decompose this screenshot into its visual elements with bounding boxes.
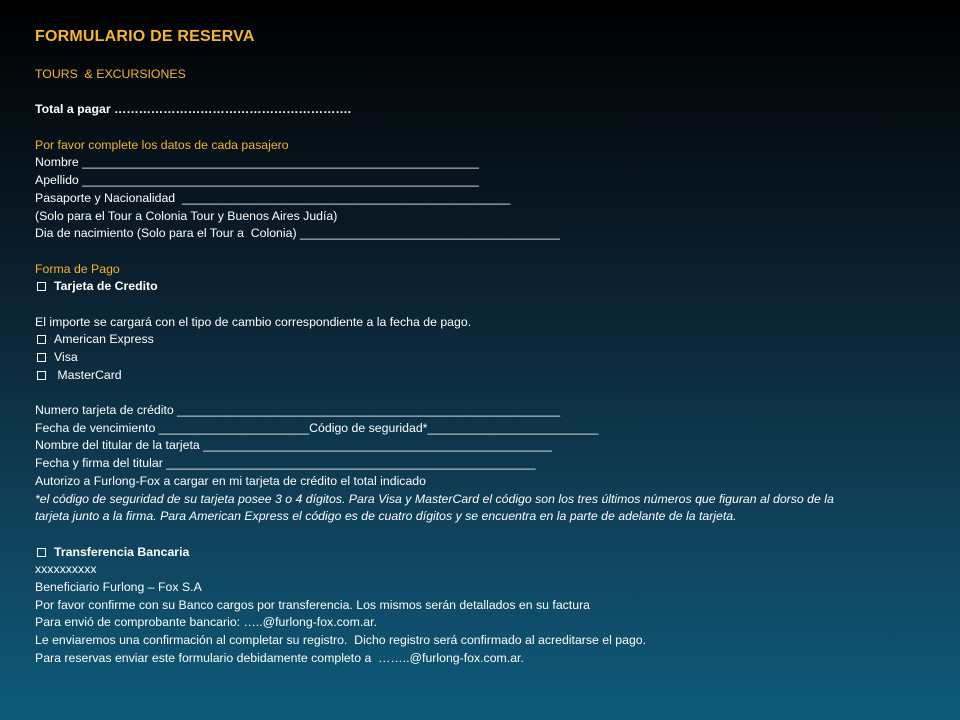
passport-field[interactable]: Pasaporte y Nacionalidad ________________________________________________ [35,190,511,205]
credit-card-label: Tarjeta de Credito [54,279,158,294]
name-field[interactable]: Nombre __________________________________________________________ [35,155,479,170]
spacer [35,384,935,402]
spacer [35,243,935,261]
mastercard-label: MasterCard [54,367,122,382]
surname-field[interactable]: Apellido __________________________________________________________ [35,173,479,188]
total-field[interactable]: Total a pagar …………………………………………………. [35,102,352,117]
authorization-text: Autorizo a Furlong-Fox a cargar en mi tarjeta de crédito el total indicado [35,473,426,488]
spacer [35,119,935,137]
cardholder-name-field[interactable]: Nombre del titular de la tarjeta ___________________________________________________ [35,438,552,453]
mastercard-option[interactable] [35,367,935,385]
amex-option[interactable] [35,331,935,349]
security-code-note: *el código de seguridad de su tarjeta posee 3 o 4 dígitos. Para Visa y MasterCard el código son los tres últimos números que figuran al dorso de la tarjeta junto a la firma. Para American Express el código es de cuatro dígitos y se encuentra en la parte de adelante de la tarjeta. [35,491,834,524]
passport-note: (Solo para el Tour a Colonia Tour y Buenos Aires Judía) [35,208,338,223]
form-title: FORMULARIO DE RESERVA [35,28,255,45]
bank-transfer-option[interactable] [35,544,935,562]
birthdate-field[interactable]: Dia de nacimiento (Solo para el Tour a Colonia) ______________________________________ [35,226,560,241]
checkbox-icon[interactable] [37,282,46,291]
visa-label: Visa [54,350,78,364]
exchange-note: El importe se cargará con el tipo de cambio correspondiente a la fecha de pago. [35,314,472,329]
amex-label: American Express [54,332,154,347]
checkbox-icon[interactable] [37,353,46,362]
signature-field[interactable]: Fecha y firma del titular ______________________________________________________ [35,456,536,471]
account-number: xxxxxxxxxx [35,562,97,577]
visa-option[interactable] [35,349,935,367]
reservation-email-note: Para reservas enviar este formulario debidamente completo a ……..@furlong-fox.com.ar. [35,650,524,665]
confirmation-note: Le enviaremos una confirmación al completar su registro. Dicho registro será confirmado al acreditarse el pago. [35,633,647,648]
receipt-email-note: Para envió de comprobante bancario: …..@furlong-fox.com.ar. [35,615,377,630]
card-number-field[interactable]: Numero tarjeta de crédito ________________________________________________________ [35,403,561,418]
spacer [35,296,935,314]
section-heading: TOURS & EXCURSIONES [35,67,186,81]
beneficiary: Beneficiario Furlong – Fox S.A [35,579,202,594]
expiry-security-field[interactable]: Fecha de vencimiento ______________________Código de seguridad*_________________________ [35,420,599,435]
payment-heading: Forma de Pago [35,261,120,276]
spacer [35,526,935,544]
transfer-fees-note: Por favor confirme con su Banco cargos por transferencia. Los mismos serán detallados en su factura [35,597,590,612]
reservation-form [35,26,935,667]
passenger-heading: Por favor complete los datos de cada pasajero [35,137,289,152]
spacer [35,84,935,102]
checkbox-icon[interactable] [37,548,46,557]
credit-card-option[interactable] [35,278,935,296]
bank-transfer-label: Transferencia Bancaria [54,544,190,559]
checkbox-icon[interactable] [37,335,46,344]
checkbox-icon[interactable] [37,371,46,380]
